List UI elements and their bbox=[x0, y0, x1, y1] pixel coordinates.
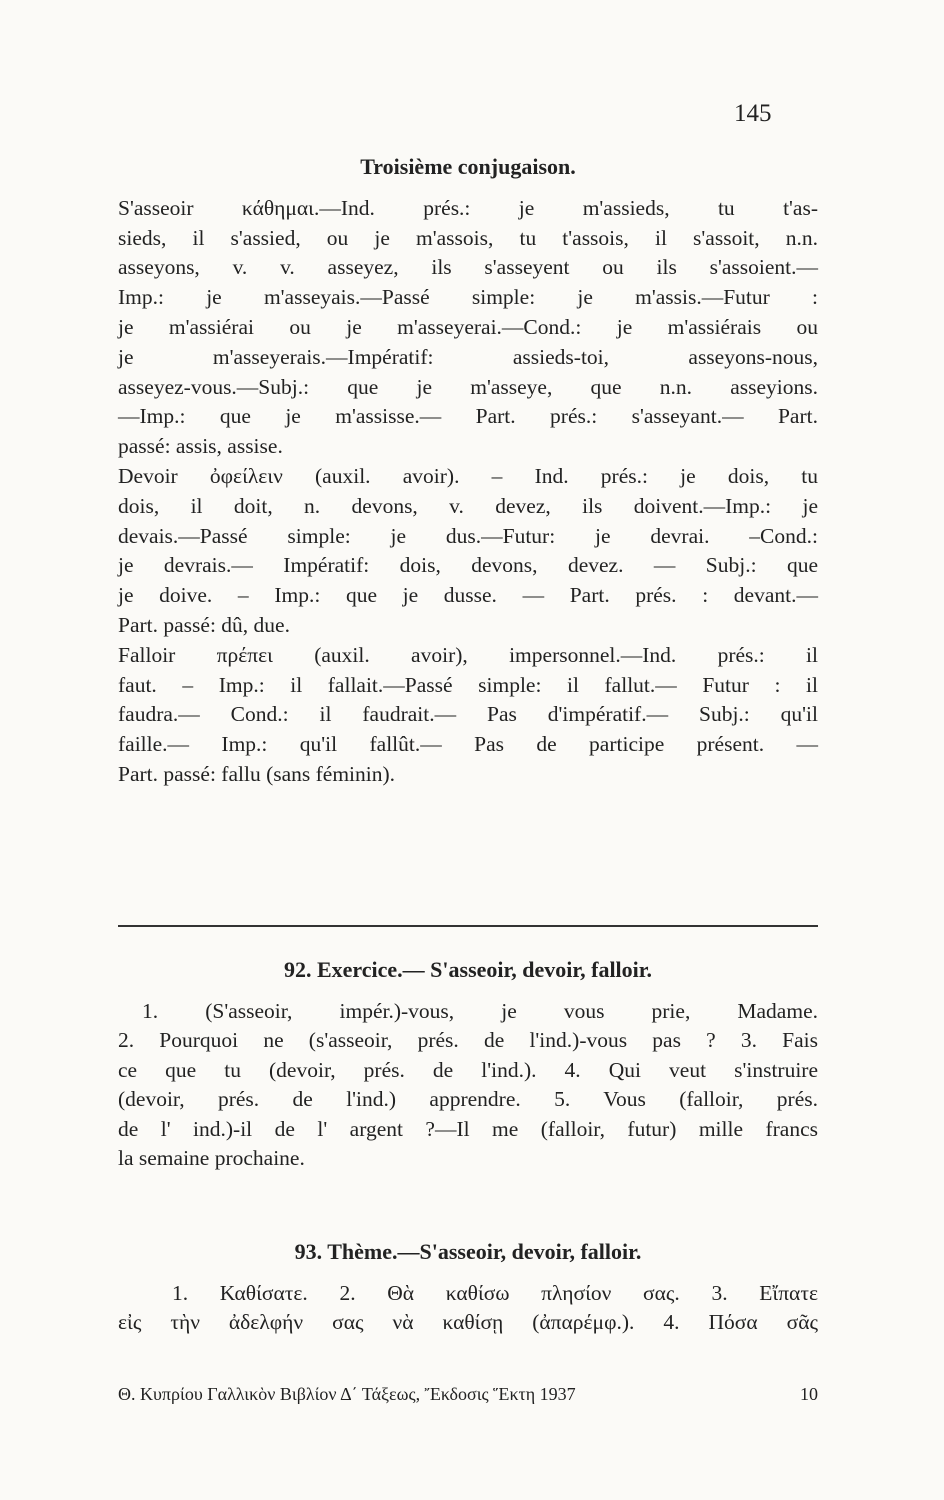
paragraph-devoir bbox=[118, 462, 818, 641]
text-line: je devrais.— Impératif: dois, devons, devez. — Subj.: que bbox=[118, 553, 818, 578]
text-line: —Imp.: que je m'assisse.— Part. prés.: s'asseyant.— Part. bbox=[118, 404, 818, 429]
text-line: dois, il doit, n. devons, v. devez, ils doivent.—Imp.: je bbox=[118, 493, 818, 518]
text-line: S'asseoir κάθημαι.—Ind. prés.: je m'assieds, tu t'as- bbox=[118, 195, 818, 220]
theme-93 bbox=[118, 1237, 818, 1338]
footer-citation: Θ. Κυπρίου Γαλλικὸν Βιβλίον Δ΄ Τάξεως, Ἔκδοσις Ἕκτη 1937 bbox=[118, 1384, 576, 1404]
text-line: Devoir ὀφείλειν (auxil. avoir). – Ind. prés.: je dois, tu bbox=[118, 463, 818, 488]
text-line: 1. (S'asseoir, impér.)-vous, je vous prie, Madame. bbox=[142, 998, 818, 1023]
text-line: asseyons, v. v. asseyez, ils s'asseyent ou ils s'assoient.— bbox=[118, 255, 818, 280]
page-number: 145 bbox=[734, 100, 772, 127]
text-line: je m'asseyerais.—Impératif: assieds-toi, asseyons-nous, bbox=[118, 344, 818, 369]
section-title: Troisième conjugaison. bbox=[360, 154, 576, 179]
text-line: Falloir πρέπει (auxil. avoir), impersonnel.—Ind. prés.: il bbox=[118, 642, 818, 667]
text-line: ce que tu (devoir, prés. de l'ind.). 4. Qui veut s'instruire bbox=[118, 1057, 818, 1082]
page-footer bbox=[118, 1384, 818, 1405]
text-line: faille.— Imp.: qu'il fallût.— Pas de participe présent. — bbox=[118, 732, 818, 757]
text-line: Imp.: je m'asseyais.—Passé simple: je m'assis.—Futur : bbox=[118, 285, 818, 310]
text-line: je doive. – Imp.: que je dusse. — Part. prés. : devant.— bbox=[118, 583, 818, 608]
text-line: la semaine prochaine. bbox=[118, 1146, 305, 1170]
section-divider bbox=[118, 925, 818, 927]
text-line: devais.—Passé simple: je dus.—Futur: je devrai. –Cond.: bbox=[118, 523, 818, 548]
text-line: passé: assis, assise. bbox=[118, 434, 283, 459]
text-line: asseyez-vous.—Subj.: que je m'asseye, que n.n. asseyions. bbox=[118, 374, 818, 399]
paragraph-falloir bbox=[118, 641, 818, 790]
conjugation-section bbox=[118, 152, 818, 790]
text-line: faudra.— Cond.: il faudrait.— Pas d'impératif.— Subj.: qu'il bbox=[118, 702, 818, 727]
text-line: je m'assiérai ou je m'asseyerai.—Cond.: je m'assiérais ou bbox=[118, 314, 818, 339]
text-line: faut. – Imp.: il fallait.—Passé simple: il fallut.— Futur : il bbox=[118, 672, 818, 697]
text-line: sieds, il s'assied, ou je m'assois, tu t'assois, il s'assoit, n.n. bbox=[118, 225, 818, 250]
text-line: (devoir, prés. de l'ind.) apprendre. 5. Vous (falloir, prés. bbox=[118, 1087, 818, 1111]
text-line: Part. passé: dû, due. bbox=[118, 612, 290, 637]
text-line: 2. Pourquoi ne (s'asseoir, prés. de l'ind.)-vous pas ? 3. Fais bbox=[118, 1028, 818, 1052]
paragraph-asseoir bbox=[118, 194, 818, 462]
exercise-92 bbox=[118, 955, 818, 1174]
exercise-title: 92. Exercice.— S'asseoir, devoir, falloir. bbox=[283, 957, 653, 982]
text-line: εἰς τὴν ἀδελφήν σας νὰ καθίσῃ (ἀπαρέμφ.). 4. Πόσα σᾶς bbox=[118, 1310, 818, 1334]
text-line: 1. Καθίσατε. 2. Θὰ καθίσω πλησίον σας. 3. Εἴπατε bbox=[172, 1280, 818, 1305]
theme-title: 93. Thème.—S'asseoir, devoir, falloir. bbox=[294, 1239, 642, 1264]
text-line: Part. passé: fallu (sans féminin). bbox=[118, 761, 396, 786]
footer-signature-number: 10 bbox=[800, 1384, 818, 1404]
text-line: de l' ind.)-il de l' argent ?—Il me (falloir, futur) mille francs bbox=[118, 1116, 818, 1141]
